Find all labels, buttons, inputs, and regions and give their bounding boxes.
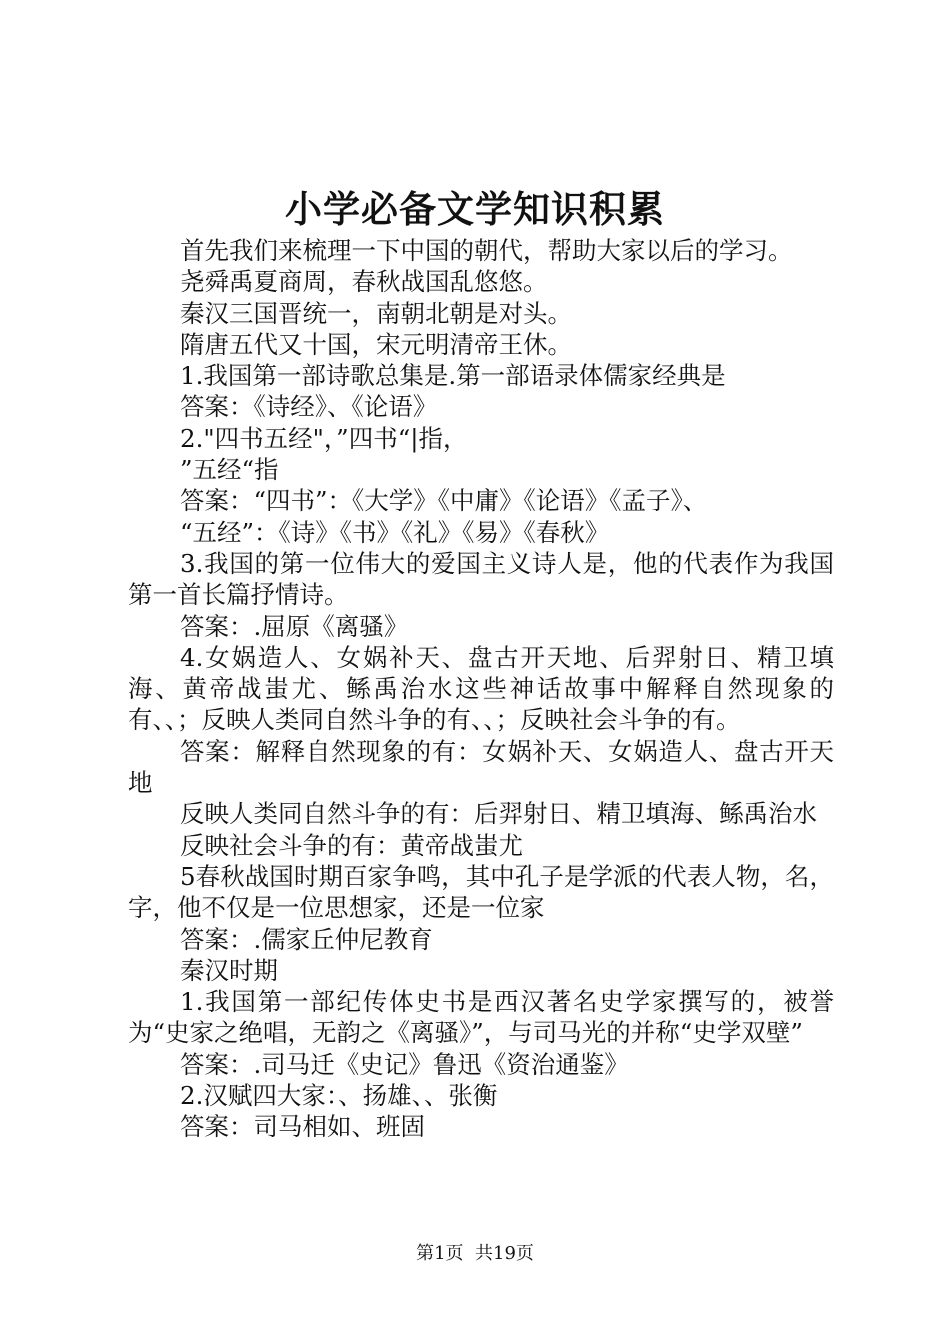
paragraph: 答案：.儒家丘仲尼教育 (180, 924, 433, 954)
paragraph: 反映人类同自然斗争的有：后羿射日、精卫填海、鲧禹治水 (180, 799, 817, 829)
document-title: 小学必备文学知识积累 (285, 187, 665, 231)
paragraph: 答案：《诗经》、《论语》 (180, 392, 438, 422)
paragraph: 隋唐五代又十国，宋元明清帝王休。 (180, 329, 572, 359)
page-number: 第1页 (416, 1243, 464, 1264)
paragraph: 答案：.屈原《离骚》 (180, 611, 409, 641)
paragraph: 4.女娲造人、女娲补天、盘古开天地、后羿射日、精卫填海、黄帝战蚩尤、鲧禹治水这些神话故事中解释自然现象的有、、；反映人类同自然斗争的有、、；反映社会斗争的有。 (128, 642, 834, 735)
footer-spacer (464, 1243, 475, 1264)
paragraph: 1.我国第一部纪传体史书是西汉著名史学家撰写的，被誉为“史家之绝唱，无韵之《离骚》”，与司马光的并称“史学双壁” (128, 987, 834, 1048)
page-footer (0, 1241, 950, 1267)
paragraph: 尧舜禹夏商周，春秋战国乱悠悠。 (180, 267, 548, 297)
paragraph: 反映社会斗争的有：黄帝战蚩尤 (180, 830, 523, 860)
paragraph: 2."四书五经"，”四书“|指， (180, 423, 468, 453)
paragraph: 答案：.司马迁《史记》鲁迅《资治通鉴》 (180, 1049, 629, 1079)
paragraph: 秦汉时期 (180, 955, 278, 985)
paragraph: 答案：解释自然现象的有：女娲补天、女娲造人、盘古开天地 (128, 736, 834, 798)
paragraph: 答案：“四书”：《大学》《中庸》《论语》《孟子》、 (180, 486, 708, 516)
paragraph: 答案：司马相如、班固 (180, 1112, 425, 1142)
paragraph: 2.汉赋四大家：、扬雄、、张衡 (180, 1081, 498, 1111)
paragraph: “五经”：《诗》《书》《礼》《易》《春秋》 (180, 517, 610, 547)
paragraph: 秦汉三国晋统一，南朝北朝是对头。 (180, 298, 572, 328)
paragraph: 3.我国的第一位伟大的爱国主义诗人是，他的代表作为我国第一首长篇抒情诗。 (128, 548, 834, 610)
paragraph: ”五经“指 (180, 455, 279, 485)
paragraph: 5春秋战国时期百家争鸣，其中孔子是学派的代表人物，名，字，他不仅是一位思想家，还是一位家 (128, 861, 834, 923)
page-total: 共19页 (475, 1243, 534, 1264)
paragraph: 1.我国第一部诗歌总集是.第一部语录体儒家经典是 (180, 361, 726, 391)
document-body (128, 235, 834, 1143)
paragraph: 首先我们来梳理一下中国的朝代，帮助大家以后的学习。 (180, 236, 793, 265)
